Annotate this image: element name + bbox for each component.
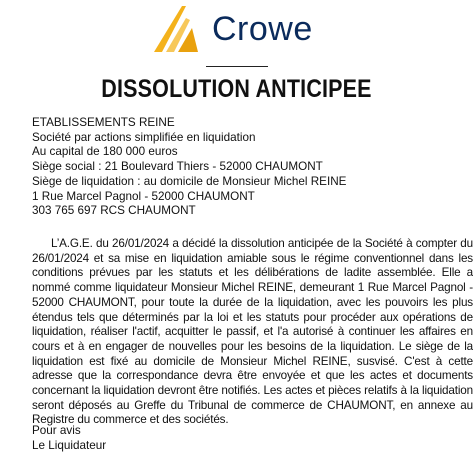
company-capital: Au capital de 180 000 euros <box>32 145 178 159</box>
title-rule <box>206 66 268 67</box>
liquidation-address: 1 Rue Marcel Pagnol - 52000 CHAUMONT <box>32 189 255 203</box>
liquidation-seat: Siège de liquidation : au domicile de Monsieur Michel REINE <box>32 174 347 188</box>
logo-wordmark: Crowe <box>212 10 313 48</box>
company-header <box>32 116 452 219</box>
company-form: Société par actions simplifiée en liquidation <box>32 130 256 144</box>
signature-block <box>32 424 232 453</box>
registered-office: Siège social : 21 Boulevard Thiers - 52000 CHAUMONT <box>32 160 323 174</box>
crowe-chevron-icon <box>152 6 208 54</box>
notice-title: DISSOLUTION ANTICIPEE <box>101 75 372 103</box>
notice-body: L’A.G.E. du 26/01/2024 a décidé la dissolution anticipée de la Société à compter du 26/01/2024 et sa mise en liquidation amiable sous le régime conventionnel dans les conditions prévues par les statuts et les délibérations de ladite assemblée. Elle a nommé comme liquidateur Monsieur Michel REINE, demeurant 1 Rue Marcel Pagnol - 52000 CHAUMONT, pour toute la durée de la liquidation, avec les pouvoirs les plus étendus tels que déterminés par la loi et les statuts pour procéder aux opérations de liquidation, réaliser l'actif, acquitter le passif, et l'a autorisé à continuer les affaires en cours et à en engager de nouvelles pour les besoins de la liquidation. Le siège de la liquidation est fixé au domicile de Monsieur Michel REINE, susvisé. C'est à cette adresse que la correspondance devra être envoyée et que les actes et documents concernant la liquidation devront être notifiés. Les actes et pièces relatifs à la liquidation seront déposés au Greffe du Tribunal de commerce de CHAUMONT, en annexe au Registre du commerce et des sociétés. <box>32 237 473 427</box>
company-name: ETABLISSEMENTS REINE <box>32 116 175 129</box>
rcs-number: 303 765 697 RCS CHAUMONT <box>32 204 196 218</box>
crowe-logo <box>152 6 328 54</box>
signatory: Le Liquidateur <box>32 438 107 452</box>
closing-line: Pour avis <box>32 424 81 437</box>
